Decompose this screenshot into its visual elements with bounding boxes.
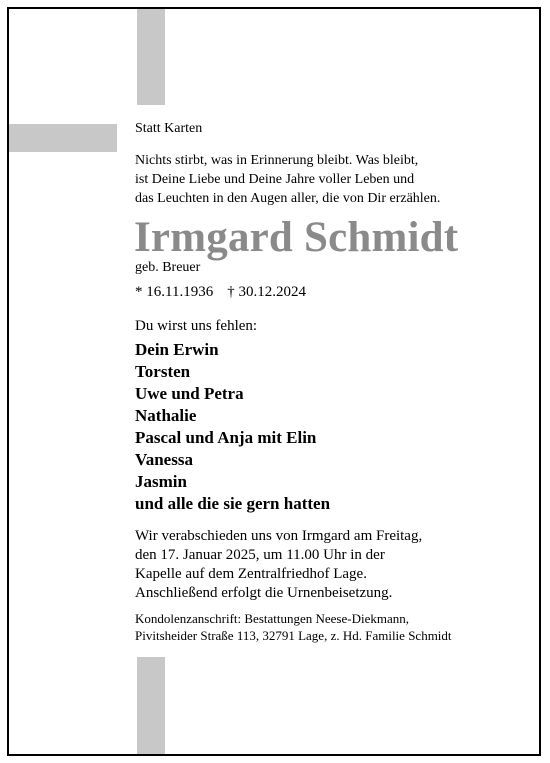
life-dates [135,284,306,301]
mourner-name: Dein Erwin [135,340,219,359]
poem-line: ist Deine Liebe und Deine Jahre voller Leben und [135,172,415,187]
mourners-intro: Du wirst uns fehlen: [135,318,258,334]
mourners-list [135,339,330,515]
funeral-line: den 17. Januar 2025, um 11.00 Uhr in der [135,547,385,563]
mourner-name: Pascal und Anja mit Elin [135,428,317,447]
statt-karten: Statt Karten [135,121,203,136]
cross-vertical-top [137,9,165,105]
funeral-line: Anschließend erfolgt die Urnenbeisetzung. [135,585,393,601]
mourner-name: und alle die sie gern hatten [135,494,331,513]
poem-line: das Leuchten in den Augen aller, die von Dir erzählen. [135,191,441,206]
cross-horizontal [9,124,117,152]
condolence-line: Pivitsheider Straße 113, 32791 Lage, z. Hd. Familie Schmidt [135,628,452,643]
funeral-details [135,527,422,603]
birth-date: * 16.11.1936 [135,284,214,300]
mourner-name: Uwe und Petra [135,384,244,403]
death-date: † 30.12.2024 [227,284,306,300]
mourner-name: Torsten [135,362,191,381]
funeral-line: Kapelle auf dem Zentralfriedhof Lage. [135,566,367,582]
cross-vertical-bottom [137,657,165,754]
funeral-line: Wir verabschieden uns von Irmgard am Freitag, [135,528,423,544]
deceased-name: Irmgard Schmidt [134,214,459,261]
mourner-name: Vanessa [135,450,193,469]
poem-line: Nichts stirbt, was in Erinnerung bleibt. Was bleibt, [135,153,419,168]
maiden-name: geb. Breuer [135,260,201,275]
condolence-address [135,610,452,644]
condolence-line: Kondolenzanschrift: Bestattungen Neese-Diekmann, [135,611,409,626]
mourner-name: Jasmin [135,472,187,491]
mourner-name: Nathalie [135,406,197,425]
poem [135,151,440,208]
